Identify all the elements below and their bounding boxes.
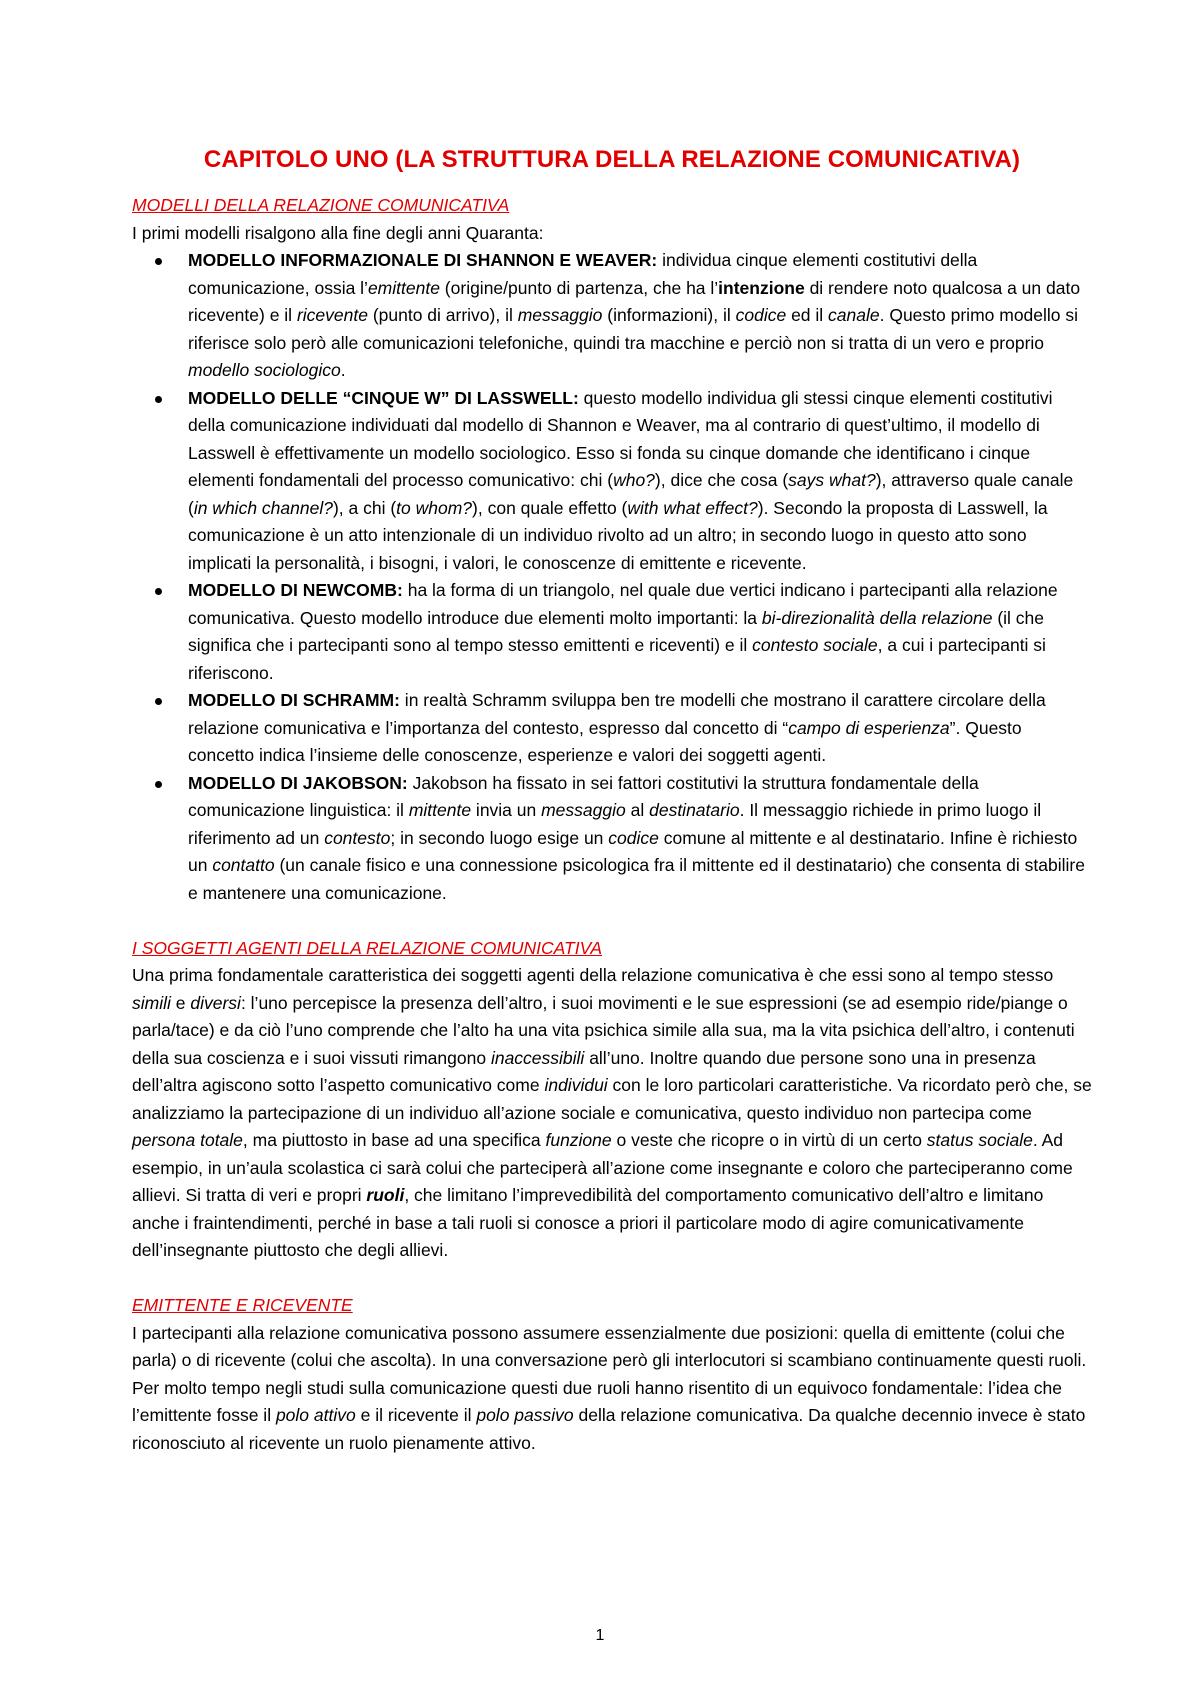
- model-name: MODELLO DELLE “CINQUE W” DI LASSWELL:: [188, 387, 579, 408]
- text-run: invia un: [471, 800, 542, 820]
- italic-term: canale: [828, 305, 880, 325]
- text-run: .: [340, 360, 346, 380]
- text-run: ), a chi (: [332, 497, 397, 518]
- text-run: questo modello individua gli stessi cinque elementi costitutivi della comunicazione individuati dal modello di Shannon e Weaver, ma al contrario di quest’ultimo, il modello di Lasswell è effettivamente un modello sociologico. Esso si fonda su cinque domande che identificano i cinque elementi fondamentali del processo comunicativo: chi (: [188, 387, 1053, 490]
- text-run: ed il: [786, 305, 829, 325]
- model-name: MODELLO INFORMAZIONALE DI SHANNON E WEAVER:: [188, 250, 658, 270]
- bullet-icon: [155, 396, 162, 403]
- text-run: (origine/punto di partenza, che ha l’: [439, 277, 719, 298]
- text-run: . Ad esempio, in un’aula scolastica ci sarà colui che parteciperà all’azione come insegnante e coloro che parteciperanno come allievi. Si tratta di veri e propri: [132, 1130, 1073, 1205]
- italic-term: destinatario: [649, 800, 740, 820]
- bullet-icon: [155, 258, 162, 265]
- text-run: Jakobson ha fissato in sei fattori costitutivi la struttura fondamentale della comunicazione linguistica: il: [188, 772, 979, 820]
- bullet-icon: [155, 698, 162, 705]
- bold-italic-term: ruoli: [366, 1185, 405, 1205]
- italic-term: mittente: [408, 800, 472, 820]
- bold-term: intenzione: [718, 277, 805, 298]
- text-run: . Il messaggio richiede in primo luogo il riferimento ad un: [188, 800, 1042, 848]
- italic-term: who?: [613, 470, 655, 490]
- italic-term: in which channel?: [193, 497, 333, 518]
- text-run: all’uno. Inoltre quando due persone sono una in presenza dell’altra agiscono sotto l’aspetto comunicativo come: [132, 1047, 1036, 1095]
- text-run: Una prima fondamentale caratteristica dei soggetti agenti della relazione comunicativa è che essi sono al tempo stesso: [132, 965, 1054, 985]
- text-run: ), attraverso quale canale (: [188, 470, 1074, 518]
- chapter-title: CAPITOLO UNO (LA STRUTTURA DELLA RELAZIONE COMUNICATIVA): [203, 146, 1021, 173]
- text-run: , ma piuttosto in base ad una specifica: [242, 1130, 546, 1150]
- italic-term: polo passivo: [476, 1405, 574, 1425]
- bullet-icon: [155, 588, 162, 595]
- page-content: [132, 142, 1092, 1457]
- models-list: [132, 247, 1092, 907]
- text-run: : l’uno percepisce la presenza dell’altro, i suoi movimenti e le sue espressioni (se ad esempio ride/piange o parla/tace) e da ciò l’uno comprende che l’alto ha una vita psichica simile alla sua, ma la vita psichica dell’altro, i contenuti della sua coscienza e i suoi vissuti rimangono: [132, 992, 1075, 1068]
- text-run: individua cinque elementi costitutivi della comunicazione, ossia l’: [188, 250, 978, 298]
- italic-term: messaggio: [517, 305, 603, 325]
- italic-term: polo attivo: [275, 1405, 356, 1425]
- italic-term: with what effect?: [627, 497, 758, 518]
- text-run: . Questo primo modello si riferisce solo però alle comunicazioni telefoniche, quindi tra macchine e perciò non si tratta di un vero e proprio: [188, 305, 1079, 353]
- text-run: (il che significa che i partecipanti sono al tempo stesso emittenti e riceventi) e il: [188, 607, 1045, 655]
- text-run: ha la forma di un triangolo, nel quale due vertici indicano i partecipanti alla relazione comunicativa. Questo modello introduce due elementi molto importanti: la: [188, 580, 1058, 628]
- text-run: di rendere noto qualcosa a un dato ricevente) e il: [188, 277, 1081, 325]
- text-run: in realtà Schramm sviluppa ben tre modelli che mostrano il carattere circolare della relazione comunicativa e l’importanza del contesto, espresso dal concetto di “: [188, 690, 1046, 738]
- section-heading-modelli: MODELLI DELLA RELAZIONE COMUNICATIVA: [132, 195, 510, 215]
- italic-term: individui: [544, 1075, 608, 1095]
- list-item: [188, 577, 1092, 687]
- text-run: al: [625, 800, 650, 820]
- italic-term: contesto: [324, 827, 391, 848]
- list-item: [188, 687, 1092, 770]
- text-run: ; in secondo luogo esige un: [390, 827, 609, 848]
- text-run: della relazione comunicativa. Da qualche decennio invece è stato riconosciuto al ricevente un ruolo pienamente attivo.: [132, 1405, 1086, 1453]
- italic-term: to whom?: [396, 497, 473, 518]
- italic-term: codice: [735, 305, 787, 325]
- italic-term: campo di esperienza: [788, 717, 950, 738]
- text-run: , che limitano l’imprevedibilità del comportamento comunicativo dell’altro e limitano anche i fraintendimenti, perché in base a tali ruoli si conosce a priori il particolare modo di agire comunicativamente dell’insegnante piuttosto che degli allievi.: [132, 1185, 1044, 1260]
- text-run: (punto di arrivo), il: [367, 305, 518, 325]
- text-run: ), con quale effetto (: [472, 497, 628, 518]
- italic-term: contesto sociale: [752, 635, 878, 655]
- model-name: MODELLO DI SCHRAMM:: [188, 690, 400, 710]
- italic-term: persona totale: [132, 1130, 243, 1150]
- italic-term: simili: [132, 992, 171, 1013]
- list-item: [188, 770, 1092, 908]
- section-paragraph: [132, 1320, 1092, 1458]
- text-run: e: [170, 992, 191, 1013]
- italic-term: codice: [608, 827, 659, 848]
- text-run: (un canale fisico e una connessione psicologica fra il mittente ed il destinatario) che consenta di stabilire e mantenere una comunicazione.: [188, 855, 1085, 903]
- text-run: con le loro particolari caratteristiche. Va ricordato però che, se analizziamo la partecipazione di un individuo all’azione sociale e comunicativa, questo individuo non partecipa come: [132, 1075, 1092, 1123]
- italic-term: contatto: [212, 855, 275, 875]
- text-run: ), dice che cosa (: [654, 470, 789, 490]
- section-gap: [132, 907, 1092, 935]
- italic-term: messaggio: [541, 800, 626, 820]
- section-heading-soggetti: I SOGGETTI AGENTI DELLA RELAZIONE COMUNICATIVA: [132, 937, 602, 958]
- list-item: [188, 385, 1092, 578]
- text-run: ”. Questo concetto indica l’insieme delle conoscenze, esperienze e valori dei soggetti agenti.: [188, 717, 1022, 765]
- italic-term: status sociale: [926, 1130, 1033, 1150]
- italic-term: modello sociologico: [188, 360, 341, 380]
- text-run: I partecipanti alla relazione comunicativa possono assumere essenzialmente due posizioni: quella di emittente (colui che parla) o di ricevente (colui che ascolta). In una conversazione però gli interlocutori si scambiano continuamente questi ruoli. Per molto tempo negli studi sulla comunicazione questi due ruoli hanno risentito di un equivoco fondamentale: l’idea che l’emittente fosse il: [132, 1322, 1087, 1425]
- text-run: ). Secondo la proposta di Lasswell, la comunicazione è un atto intenzionale di un individuo rivolto ad un altro; in secondo luogo in questo atto sono implicati la personalità, i bisogni, i valori, le conoscenze di emittente e ricevente.: [188, 497, 1048, 573]
- section-intro: I primi modelli risalgono alla fine degli anni Quaranta:: [132, 222, 544, 243]
- bullet-icon: [155, 781, 162, 788]
- model-name: MODELLO DI NEWCOMB:: [188, 580, 403, 600]
- text-run: (informazioni), il: [602, 305, 736, 325]
- italic-term: bi-direzionalità della relazione: [761, 607, 993, 628]
- italic-term: ricevente: [296, 305, 368, 325]
- text-run: , a cui i partecipanti si riferiscono.: [188, 635, 1046, 683]
- italic-term: diversi: [190, 992, 241, 1013]
- italic-term: inaccessibili: [490, 1047, 585, 1068]
- section-paragraph: [132, 962, 1092, 1265]
- text-run: o veste che ricopre o in virtù di un certo: [611, 1130, 927, 1150]
- section-gap: [132, 1265, 1092, 1293]
- page-number: 1: [595, 1627, 605, 1644]
- text-run: comune al mittente e al destinatario. Infine è richiesto un: [188, 827, 1078, 875]
- italic-term: emittente: [367, 277, 440, 298]
- model-name: MODELLO DI JAKOBSON:: [188, 772, 408, 793]
- italic-term: says what?: [788, 470, 876, 490]
- italic-term: funzione: [545, 1130, 612, 1150]
- text-run: e il ricevente il: [355, 1405, 477, 1425]
- list-item: [188, 247, 1092, 385]
- section-heading-emittente: EMITTENTE E RICEVENTE: [132, 1295, 353, 1315]
